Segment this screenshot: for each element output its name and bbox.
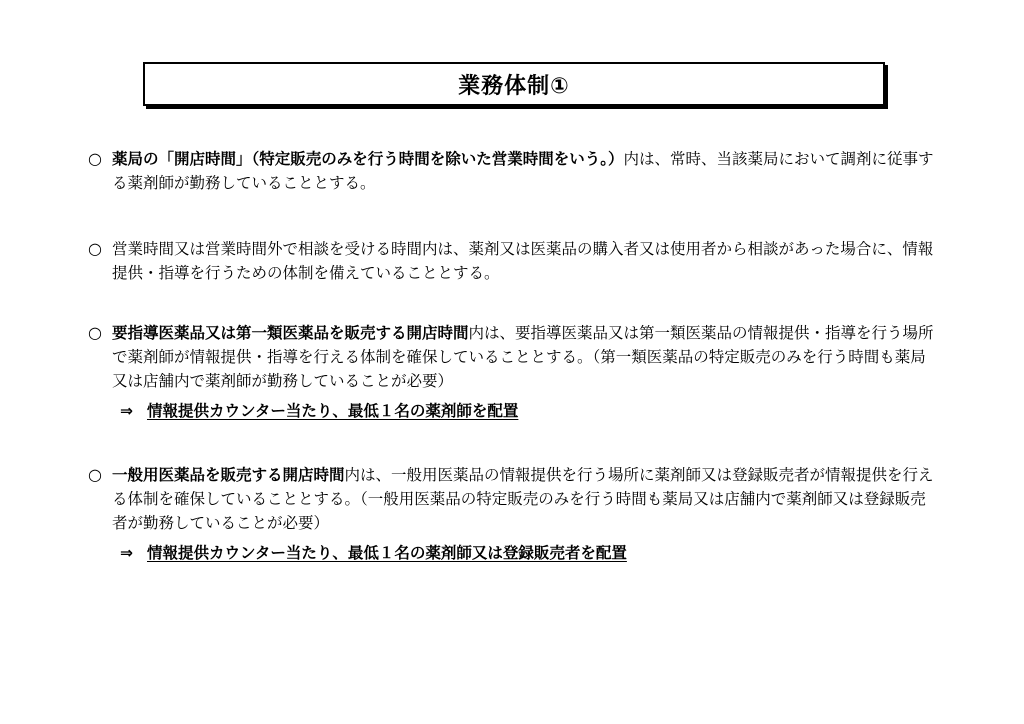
arrow-note-text: 情報提供カウンター当たり、最低１名の薬剤師又は登録販売者を配置 bbox=[147, 544, 627, 562]
bullet-circle: ○ bbox=[88, 149, 102, 168]
arrow-note bbox=[112, 541, 936, 565]
item-text: 内は、常時、当該薬局において調剤に従事する薬剤師が勤務していることとする。 bbox=[112, 150, 934, 192]
bullet-circle: ○ bbox=[88, 323, 102, 342]
arrow-icon: ⇒ bbox=[120, 544, 133, 562]
item-paragraph bbox=[112, 321, 936, 393]
item-text: 内は、一般用医薬品の情報提供を行う場所に薬剤師又は登録販売者が情報提供を行える体制を確保していることとする。（一般用医薬品の特定販売のみを行う時間も薬局又は店舗内で薬剤師又は登録販売者が勤務していることが必要） bbox=[112, 466, 934, 532]
arrow-note-text: 情報提供カウンター当たり、最低１名の薬剤師を配置 bbox=[147, 402, 519, 420]
list-item-first-class-drugs bbox=[86, 321, 936, 423]
title-box bbox=[143, 62, 885, 106]
list-item-otc-drugs bbox=[86, 463, 936, 565]
page-title: 業務体制① bbox=[458, 73, 570, 99]
item-paragraph bbox=[112, 147, 936, 195]
list-item-consultation bbox=[86, 237, 936, 285]
content-area bbox=[86, 147, 936, 595]
bullet-circle: ○ bbox=[88, 239, 102, 258]
item-text: 営業時間又は営業時間外で相談を受ける時間内は、薬剤又は医薬品の購入者又は使用者から相談があった場合に、情報提供・指導を行うための体制を備えていることとする。 bbox=[112, 240, 934, 282]
item-bold-text: 要指導医薬品又は第一類医薬品を販売する開店時間 bbox=[112, 324, 469, 342]
arrow-icon: ⇒ bbox=[120, 402, 133, 420]
item-bold-text: 一般用医薬品を販売する開店時間 bbox=[112, 466, 345, 484]
arrow-note bbox=[112, 399, 936, 423]
item-paragraph bbox=[112, 463, 936, 535]
item-text: 内は、要指導医薬品又は第一類医薬品の情報提供・指導を行う場所で薬剤師が情報提供・指導を行える体制を確保していることとする。（第一類医薬品の特定販売のみを行う時間も薬局又は店舗内で薬剤師が勤務していることが必要） bbox=[112, 324, 934, 390]
item-paragraph bbox=[112, 237, 936, 285]
item-bold-text: 薬局の「開店時間」（特定販売のみを行う時間を除いた営業時間をいう。） bbox=[112, 150, 624, 168]
bullet-circle: ○ bbox=[88, 465, 102, 484]
list-item-store-hours bbox=[86, 147, 936, 195]
